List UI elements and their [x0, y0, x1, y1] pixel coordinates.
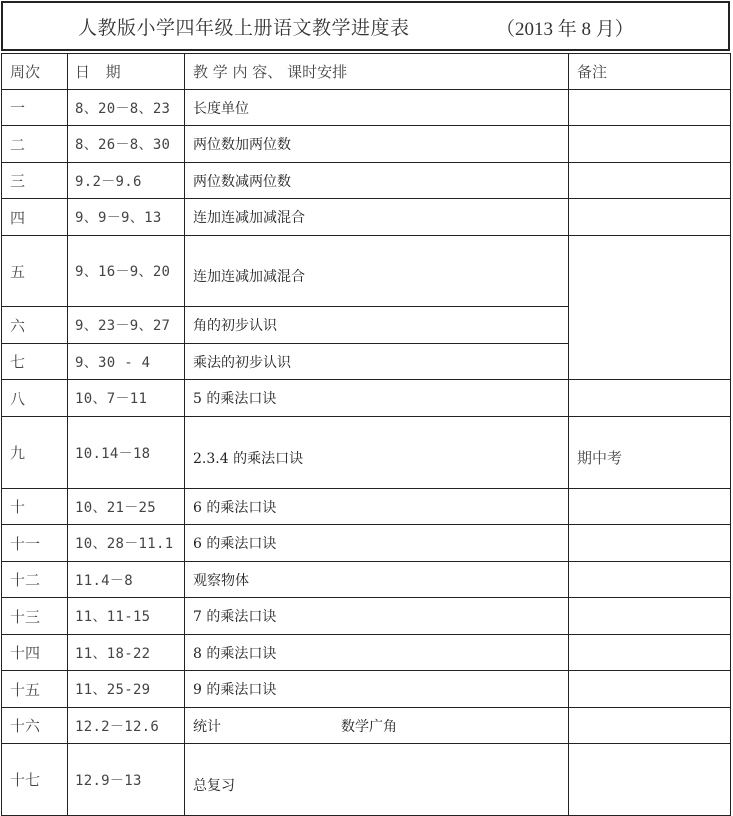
week-cell: 十二: [2, 562, 68, 598]
table-row: [2, 417, 731, 489]
header-date: 日 期: [68, 54, 185, 90]
header-content: 教 学 内 容、 课时安排: [185, 54, 569, 90]
week-cell: 十一: [2, 525, 68, 562]
page-title: 人教版小学四年级上册语文教学进度表: [78, 17, 410, 39]
header-row: [2, 54, 731, 90]
date-cell: 9、16－9、20: [68, 236, 185, 307]
content-cell: 6 的乘法口诀: [185, 525, 569, 562]
content-cell: 2.3.4 的乘法口诀: [185, 417, 569, 489]
table-row: [2, 708, 731, 744]
date-cell: 8、20－8、23: [68, 90, 185, 126]
remark-cell: [569, 90, 731, 126]
remark-cell: [569, 126, 731, 163]
week-cell: 四: [2, 199, 68, 236]
remark-cell: [569, 163, 731, 199]
table-row: [2, 380, 731, 417]
week-cell: 七: [2, 344, 68, 380]
week-cell: 五: [2, 236, 68, 307]
table-row: [2, 199, 731, 236]
table-row: [2, 598, 731, 635]
table-row: [2, 126, 731, 163]
content-cell: 8 的乘法口诀: [185, 635, 569, 671]
content-cell: 观察物体: [185, 562, 569, 598]
date-cell: 10、28－11.1: [68, 525, 185, 562]
week-cell: 十六: [2, 708, 68, 744]
table-row: [2, 525, 731, 562]
content-cell: [185, 708, 569, 744]
date-cell: 11.4－8: [68, 562, 185, 598]
content-extra-text: 数学广角: [341, 718, 397, 735]
date-cell: 9、30 - 4: [68, 344, 185, 380]
remark-cell: [569, 744, 731, 816]
remark-cell: [569, 671, 731, 708]
date-cell: 12.9－13: [68, 744, 185, 816]
table-row: [2, 671, 731, 708]
content-cell: 两位数减两位数: [185, 163, 569, 199]
remark-cell: [569, 236, 731, 380]
date-cell: 11、25-29: [68, 671, 185, 708]
date-cell: 10、21－25: [68, 489, 185, 525]
date-cell: 11、11-15: [68, 598, 185, 635]
week-cell: 十三: [2, 598, 68, 635]
remark-cell: [569, 199, 731, 236]
date-cell: 8、26－8、30: [68, 126, 185, 163]
content-cell: 乘法的初步认识: [185, 344, 569, 380]
table-row: [2, 90, 731, 126]
content-cell: 角的初步认识: [185, 307, 569, 344]
remark-cell: 期中考: [569, 417, 731, 489]
title-bar: [1, 1, 730, 51]
date-cell: 10、7－11: [68, 380, 185, 417]
content-cell: 两位数加两位数: [185, 126, 569, 163]
header-remark: 备注: [569, 54, 731, 90]
table-row: [2, 562, 731, 598]
week-cell: 十四: [2, 635, 68, 671]
week-cell: 六: [2, 307, 68, 344]
content-text: 统计: [193, 718, 221, 735]
date-cell: 9、23－9、27: [68, 307, 185, 344]
week-cell: 三: [2, 163, 68, 199]
date-cell: 11、18-22: [68, 635, 185, 671]
remark-cell: [569, 525, 731, 562]
content-cell: 连加连减加减混合: [185, 236, 569, 307]
schedule-table: [1, 53, 731, 816]
table-row: [2, 489, 731, 525]
content-cell: 9 的乘法口诀: [185, 671, 569, 708]
date-cell: 9.2－9.6: [68, 163, 185, 199]
week-cell: 十七: [2, 744, 68, 816]
week-cell: 八: [2, 380, 68, 417]
week-cell: 九: [2, 417, 68, 489]
week-cell: 一: [2, 90, 68, 126]
date-cell: 9、9－9、13: [68, 199, 185, 236]
week-cell: 十: [2, 489, 68, 525]
week-cell: 十五: [2, 671, 68, 708]
week-cell: 二: [2, 126, 68, 163]
content-cell: 6 的乘法口诀: [185, 489, 569, 525]
table-row: [2, 236, 731, 307]
table-row: [2, 163, 731, 199]
remark-cell: [569, 598, 731, 635]
remark-cell: [569, 708, 731, 744]
remark-cell: [569, 635, 731, 671]
content-cell: 5 的乘法口诀: [185, 380, 569, 417]
content-cell: 7 的乘法口诀: [185, 598, 569, 635]
remark-cell: [569, 380, 731, 417]
remark-cell: [569, 562, 731, 598]
date-cell: 10.14－18: [68, 417, 185, 489]
table-row: [2, 635, 731, 671]
date-cell: 12.2－12.6: [68, 708, 185, 744]
content-cell: 总复习: [185, 744, 569, 816]
table-row: [2, 744, 731, 816]
header-week: 周次: [2, 54, 68, 90]
title-date: （2013 年 8 月）: [496, 19, 634, 40]
content-cell: 连加连减加减混合: [185, 199, 569, 236]
content-cell: 长度单位: [185, 90, 569, 126]
remark-cell: [569, 489, 731, 525]
